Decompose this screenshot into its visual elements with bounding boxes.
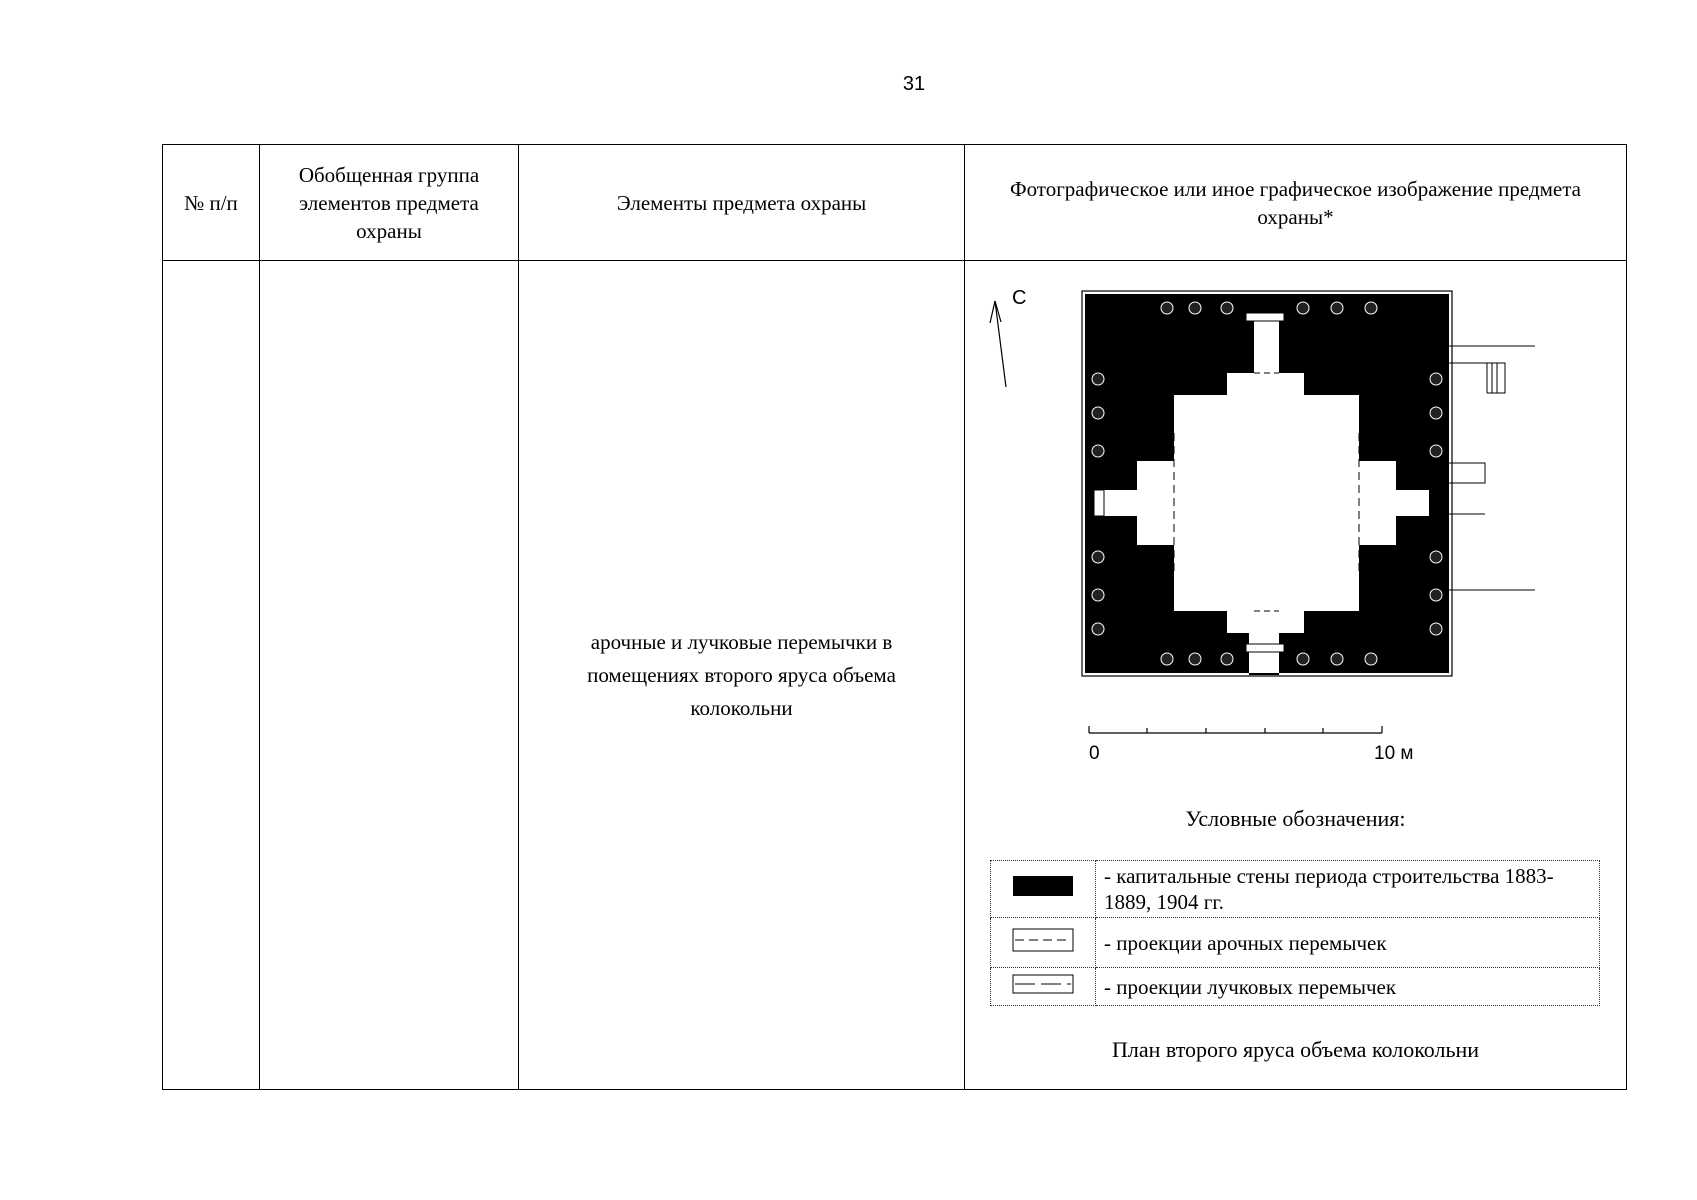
header-num: № п/п (163, 145, 260, 261)
header-image: Фотографическое или иное графическое изображение предмета охраны* (965, 145, 1627, 261)
legend-text: - капитальные стены периода строительства 1883-1889, 1904 гг. (1096, 861, 1600, 918)
header-group: Обобщенная группа элементов предмета охраны (260, 145, 519, 261)
legend-title: Условные обозначения: (1185, 806, 1406, 831)
scale-bar (1089, 726, 1382, 733)
legend-row (991, 968, 1600, 1006)
legend-symbol-arch-lintel-icon (991, 918, 1096, 968)
legend-row (991, 918, 1600, 968)
legend-symbol-solid-wall-icon (991, 861, 1096, 918)
table-row (163, 261, 1627, 1090)
legend-row (991, 861, 1600, 918)
plan-annex (1442, 346, 1535, 590)
cell-num (163, 261, 260, 1090)
scale-end-label: 10 м (1374, 743, 1414, 764)
protection-table (162, 144, 1627, 1090)
legend-table (990, 860, 1600, 1006)
bell-tower-plan-drawing (987, 283, 1587, 783)
cell-image (965, 261, 1627, 1090)
header-elements: Элементы предмета охраны (519, 145, 965, 261)
north-arrow-icon (990, 301, 1006, 387)
legend-text: - проекции арочных перемычек (1096, 918, 1600, 968)
cell-group (260, 261, 519, 1090)
north-label: С (1012, 287, 1027, 309)
legend-symbol-bow-lintel-icon (991, 968, 1096, 1006)
elements-text: арочные и лучковые перемычки в помещениях второго яруса объема колокольни (587, 629, 896, 720)
table-header-row (163, 145, 1627, 261)
plan-caption: План второго яруса объема колокольни (1111, 1037, 1480, 1062)
legend-text: - проекции лучковых перемычек (1096, 968, 1600, 1006)
page-number: 31 (902, 73, 926, 95)
plan-walls (1082, 291, 1452, 676)
scale-start-label: 0 (1089, 743, 1100, 764)
cell-elements (519, 261, 965, 1090)
